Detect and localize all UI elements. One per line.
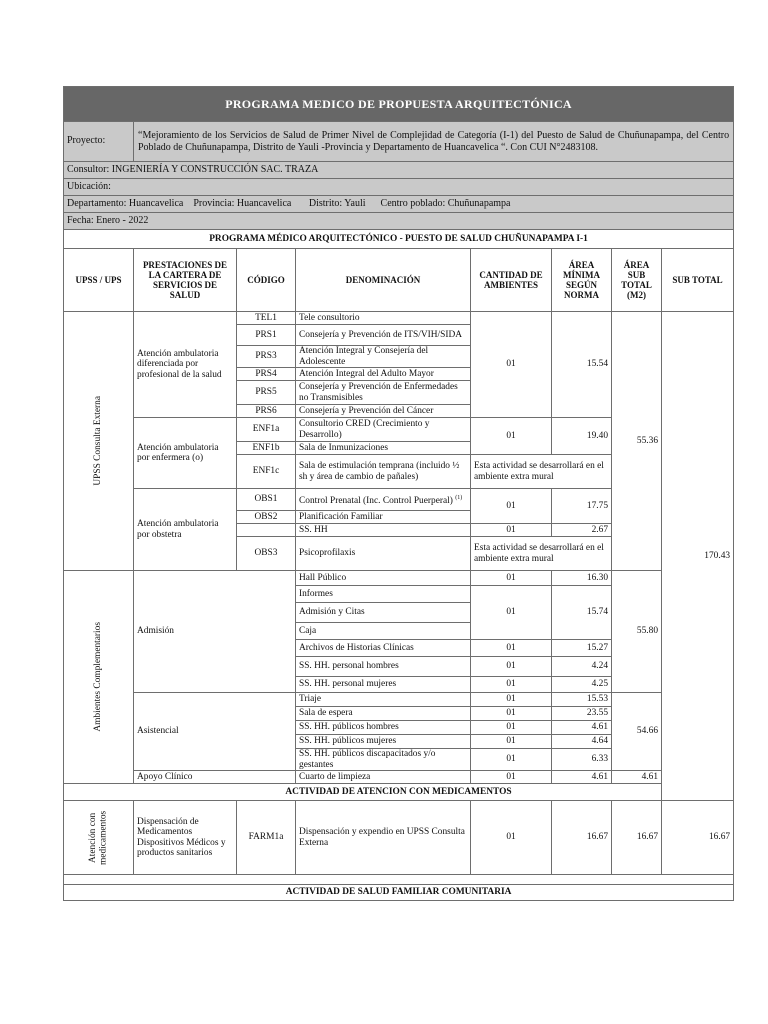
denominacion-cell: Planificación Familiar <box>296 511 471 524</box>
denominacion-cell: Consejería y Prevención de ITS/VIH/SIDA <box>296 325 471 346</box>
denominacion-cell: Consultorio CRED (Crecimiento y Desarrollo) <box>296 418 471 442</box>
cantidad-cell: 01 <box>471 693 552 707</box>
area-cell: 2.67 <box>552 524 612 537</box>
prestacion-asistencial: Asistencial <box>134 693 296 771</box>
denominacion-cell: Triaje <box>296 693 471 707</box>
codigo-cell: PRS5 <box>237 381 296 405</box>
denominacion-cell: Dispensación y expendio en UPSS Consulta Externa <box>296 801 471 875</box>
section-subtitle: PROGRAMA MÉDICO ARQUITECTÓNICO - PUESTO DE SALUD CHUÑUNAPAMPA I-1 <box>64 230 734 249</box>
consultor: Consultor: INGENIERÍA Y CONSTRUCCIÓN SAC. TRAZA <box>64 162 734 179</box>
cantidad-cell: 01 <box>471 801 552 875</box>
cantidad-cell: 01 <box>471 489 552 524</box>
area-cell: 15.27 <box>552 640 612 657</box>
codigo-cell: PRS3 <box>237 346 296 368</box>
codigo-cell: OBS3 <box>237 537 296 571</box>
fecha: Fecha: Enero - 2022 <box>64 213 734 230</box>
denominacion-cell: SS. HH. públicos discapacitados y/o gestantes <box>296 749 471 771</box>
area-cell: 4.61 <box>552 721 612 735</box>
codigo-cell: TEL1 <box>237 312 296 325</box>
document-page <box>63 86 733 901</box>
area-cell: 23.55 <box>552 707 612 721</box>
cantidad-cell: 01 <box>471 586 552 640</box>
cantidad-cell: 01 <box>471 677 552 693</box>
col-upss: UPSS / UPS <box>64 249 134 312</box>
area-subtotal-cell: 16.67 <box>612 801 662 875</box>
codigo-cell: PRS1 <box>237 325 296 346</box>
section-header-medicamentos: ACTIVIDAD DE ATENCION CON MEDICAMENTOS <box>64 784 734 801</box>
codigo-cell: ENF1b <box>237 442 296 455</box>
denominacion-cell: Psicoprofilaxis <box>296 537 471 571</box>
denominacion-cell: Control Prenatal (Inc. Control Puerperal) $^{(1)}$ <box>296 489 471 511</box>
prestacion-admision: Admisión <box>134 571 296 693</box>
col-prestaciones: PRESTACIONES DE LA CARTERA DE SERVICIOS DE SALUD <box>134 249 237 312</box>
upss-ambientes-complementarios: Ambientes Complementarios <box>64 571 134 784</box>
col-subtotal: SUB TOTAL <box>662 249 734 312</box>
denominacion-cell: Consejería y Prevención de Enfermedades no Transmisibles <box>296 381 471 405</box>
section-header-salud-familiar: ACTIVIDAD DE SALUD FAMILIAR COMUNITARIA <box>64 885 734 901</box>
denominacion-cell: SS. HH. públicos mujeres <box>296 735 471 749</box>
codigo-cell <box>237 524 296 537</box>
area-cell: 15.74 <box>552 586 612 640</box>
denominacion-cell: Consejería y Prevención del Cáncer <box>296 405 471 418</box>
cantidad-cell: 01 <box>471 312 552 418</box>
cantidad-cell: 01 <box>471 524 552 537</box>
cantidad-cell: 01 <box>471 721 552 735</box>
prestacion-dispensacion: Dispensación de Medicamentos Dispositivos Médicos y productos sanitarios <box>134 801 237 875</box>
denominacion-cell: Hall Público <box>296 571 471 586</box>
proyecto-label: Proyecto: <box>64 122 134 162</box>
denominacion-cell: Atención Integral del Adulto Mayor <box>296 368 471 381</box>
col-cantidad: CANTIDAD DE AMBIENTES <box>471 249 552 312</box>
area-cell: 17.75 <box>552 489 612 524</box>
area-cell: 4.24 <box>552 657 612 677</box>
denominacion-cell: SS. HH. personal hombres <box>296 657 471 677</box>
area-cell: 19.40 <box>552 418 612 455</box>
codigo-cell: PRS6 <box>237 405 296 418</box>
area-subtotal-cell: 55.36 <box>612 312 662 571</box>
denominacion-cell: Tele consultorio <box>296 312 471 325</box>
area-cell: 4.64 <box>552 735 612 749</box>
codigo-cell: OBS1 <box>237 489 296 511</box>
cantidad-cell: 01 <box>471 418 552 455</box>
denominacion-cell: Sala de espera <box>296 707 471 721</box>
area-cell: 4.61 <box>552 771 612 784</box>
prestacion-enfermera: Atención ambulatoria por enfermera (o) <box>134 418 237 489</box>
area-subtotal-cell: 4.61 <box>612 771 662 784</box>
cantidad-cell: 01 <box>471 657 552 677</box>
denominacion-cell: SS. HH. públicos hombres <box>296 721 471 735</box>
extramural-note: Esta actividad se desarrollará en el ambiente extra mural <box>471 455 612 489</box>
prestacion-profesional: Atención ambulatoria diferenciada por profesional de la salud <box>134 312 237 418</box>
area-subtotal-cell: 55.80 <box>612 571 662 693</box>
ubicacion: Ubicación: <box>64 179 734 196</box>
page-title: PROGRAMA MEDICO DE PROPUESTA ARQUITECTÓNICA <box>64 87 734 122</box>
departamento: Departamento: Huancavelica Provincia: Huancavelica Distrito: Yauli Centro poblado: Chuñunapampa <box>64 196 734 213</box>
subtotal-cell: 170.43 <box>662 312 734 801</box>
denominacion-cell: SS. HH <box>296 524 471 537</box>
col-denominacion: DENOMINACIÓN <box>296 249 471 312</box>
area-cell: 6.33 <box>552 749 612 771</box>
area-cell: 16.67 <box>552 801 612 875</box>
prestacion-apoyo: Apoyo Clínico <box>134 771 296 784</box>
table-row <box>64 312 734 325</box>
area-cell: 16.30 <box>552 571 612 586</box>
codigo-cell: ENF1a <box>237 418 296 442</box>
denominacion-cell: Informes <box>296 586 471 603</box>
codigo-cell: OBS2 <box>237 511 296 524</box>
area-subtotal-cell: 54.66 <box>612 693 662 771</box>
denominacion-cell: Sala de estimulación temprana (incluido ½ sh y área de cambio de pañales) <box>296 455 471 489</box>
spacer-row <box>64 875 734 885</box>
col-area-minima: ÁREA MÍNIMA SEGÚN NORMA <box>552 249 612 312</box>
denominacion-cell: Sala de Inmunizaciones <box>296 442 471 455</box>
denominacion-cell: SS. HH. personal mujeres <box>296 677 471 693</box>
denominacion-cell: Admisión y Citas <box>296 603 471 623</box>
col-codigo: CÓDIGO <box>237 249 296 312</box>
programa-medico-table <box>63 86 734 901</box>
area-cell: 15.54 <box>552 312 612 418</box>
prestacion-obstetra: Atención ambulatoria por obstetra <box>134 489 237 571</box>
denominacion-cell: Archivos de Historias Clínicas <box>296 640 471 657</box>
denominacion-cell: Atención Integral y Consejería del Adolescente <box>296 346 471 368</box>
extramural-note: Esta actividad se desarrollará en el ambiente extra mural <box>471 537 612 571</box>
cantidad-cell: 01 <box>471 735 552 749</box>
cantidad-cell: 01 <box>471 771 552 784</box>
upss-consulta-externa: UPSS Consulta Externa <box>64 312 134 571</box>
subtotal-cell: 16.67 <box>662 801 734 875</box>
area-cell: 4.25 <box>552 677 612 693</box>
codigo-cell: FARM1a <box>237 801 296 875</box>
upss-atencion-medicamentos: Atención con medicamentos <box>64 801 134 875</box>
cantidad-cell: 01 <box>471 749 552 771</box>
codigo-cell: PRS4 <box>237 368 296 381</box>
cantidad-cell: 01 <box>471 640 552 657</box>
cantidad-cell: 01 <box>471 707 552 721</box>
denominacion-cell: Cuarto de limpieza <box>296 771 471 784</box>
proyecto-value: “Mejoramiento de los Servicios de Salud de Primer Nivel de Complejidad de Categoría (I-1) del Puesto de Salud de Chuñunapampa, del Centro Poblado de Chuñunapampa, Distrito de Yauli -Provincia y Departamento de Huancavelica “. Con CUI N°2483108. <box>134 122 734 162</box>
cantidad-cell: 01 <box>471 571 552 586</box>
col-area-subtotal: ÁREA SUB TOTAL (M2) <box>612 249 662 312</box>
denominacion-cell: Caja <box>296 623 471 640</box>
codigo-cell: ENF1c <box>237 455 296 489</box>
area-cell: 15.53 <box>552 693 612 707</box>
